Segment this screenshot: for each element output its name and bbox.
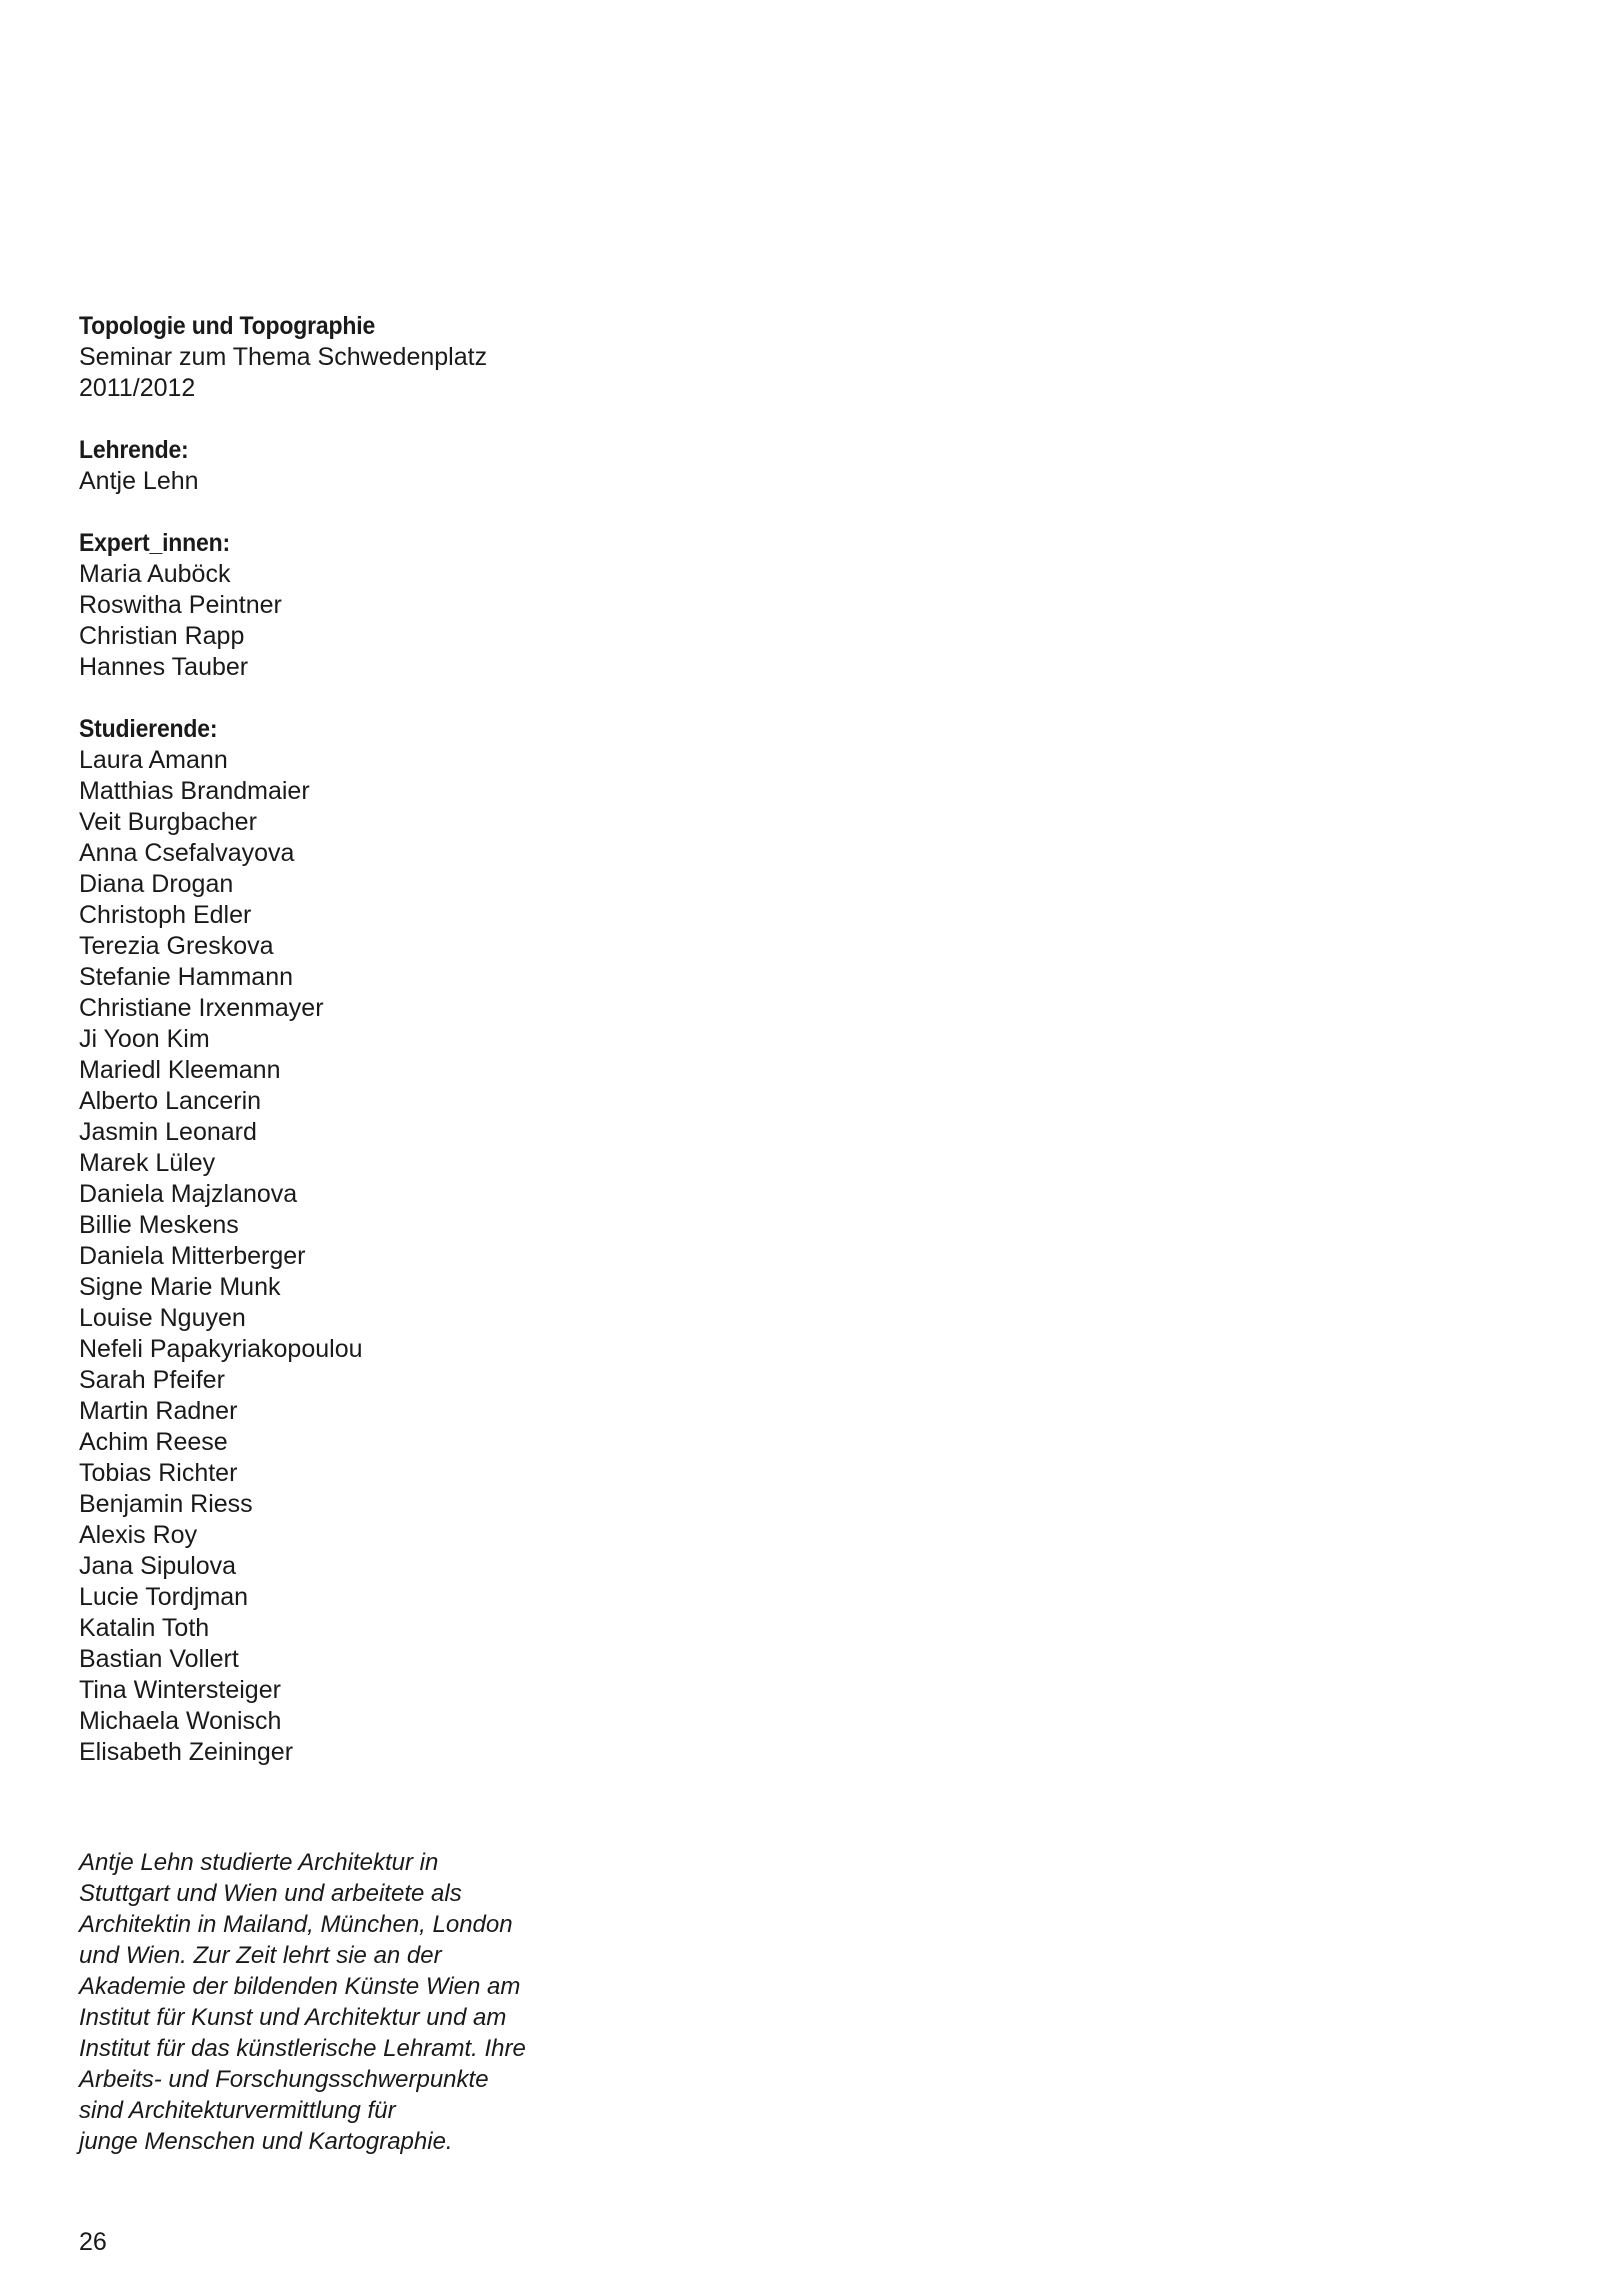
student-name: Tobias Richter xyxy=(79,1459,238,1487)
bio-line: Architektin in Mailand, München, London xyxy=(79,1911,513,1938)
bio-line: Stuttgart und Wien und arbeitete als xyxy=(79,1880,462,1907)
lehrende-name: Antje Lehn xyxy=(79,467,199,495)
student-name: Daniela Majzlanova xyxy=(79,1180,298,1208)
student-name: Louise Nguyen xyxy=(79,1304,246,1332)
student-name: Tina Wintersteiger xyxy=(79,1676,281,1704)
student-name: Mariedl Kleemann xyxy=(79,1056,281,1084)
student-name: Jana Sipulova xyxy=(79,1552,237,1580)
student-name: Nefeli Papakyriakopoulou xyxy=(79,1335,363,1363)
seminar-year: 2011/2012 xyxy=(79,374,196,402)
student-name: Diana Drogan xyxy=(79,870,234,898)
studierende-heading: Studierende: xyxy=(79,715,218,743)
student-name: Achim Reese xyxy=(79,1428,228,1456)
bio-paragraph xyxy=(79,1847,679,2157)
student-name: Signe Marie Munk xyxy=(79,1273,281,1301)
student-name: Christiane Irxenmayer xyxy=(79,994,324,1022)
student-name: Laura Amann xyxy=(79,746,228,774)
student-name: Elisabeth Zeininger xyxy=(79,1738,294,1766)
bio-line: Arbeits- und Forschungsschwerpunkte xyxy=(79,2066,489,2093)
experten-heading: Expert_innen: xyxy=(79,529,230,557)
student-name: Michaela Wonisch xyxy=(79,1707,282,1735)
student-name: Matthias Brandmaier xyxy=(79,777,310,805)
student-name: Ji Yoon Kim xyxy=(79,1025,210,1053)
bio-line: Akademie der bildenden Künste Wien am xyxy=(79,1973,521,2000)
student-name: Alexis Roy xyxy=(79,1521,198,1549)
bio-line: Institut für das künstlerische Lehramt. Ihre xyxy=(79,2035,526,2062)
student-name: Billie Meskens xyxy=(79,1211,239,1239)
student-name: Martin Radner xyxy=(79,1397,238,1425)
student-name: Lucie Tordjman xyxy=(79,1583,249,1611)
student-name: Terezia Greskova xyxy=(79,932,274,960)
student-name: Stefanie Hammann xyxy=(79,963,294,991)
bio-line: sind Architekturvermittlung für xyxy=(79,2097,396,2124)
bio-line: Institut für Kunst und Architektur und am xyxy=(79,2004,507,2031)
student-name: Christoph Edler xyxy=(79,901,252,929)
studierende-list xyxy=(79,745,779,1768)
student-name: Marek Lüley xyxy=(79,1149,216,1177)
bio-line: junge Menschen und Kartographie. xyxy=(79,2128,453,2155)
spacer xyxy=(79,683,779,714)
student-name: Alberto Lancerin xyxy=(79,1087,262,1115)
student-name: Bastian Vollert xyxy=(79,1645,239,1673)
experten-name: Hannes Tauber xyxy=(79,653,249,681)
student-name: Veit Burgbacher xyxy=(79,808,257,836)
student-name: Jasmin Leonard xyxy=(79,1118,257,1146)
student-name: Katalin Toth xyxy=(79,1614,210,1642)
experten-name: Roswitha Peintner xyxy=(79,591,282,619)
student-name: Daniela Mitterberger xyxy=(79,1242,306,1270)
page-number: 26 xyxy=(79,2228,107,2256)
student-name: Anna Csefalvayova xyxy=(79,839,295,867)
student-name: Sarah Pfeifer xyxy=(79,1366,225,1394)
student-name: Benjamin Riess xyxy=(79,1490,253,1518)
bio-line: Antje Lehn studierte Architektur in xyxy=(79,1849,439,1876)
experten-list xyxy=(79,559,779,683)
seminar-subtitle: Seminar zum Thema Schwedenplatz xyxy=(79,343,488,371)
seminar-title: Topologie und Topographie xyxy=(79,312,376,340)
experten-name: Christian Rapp xyxy=(79,622,245,650)
experten-name: Maria Auböck xyxy=(79,560,231,588)
lehrende-heading: Lehrende: xyxy=(79,436,189,464)
credits-column xyxy=(79,311,779,1768)
bio-line: und Wien. Zur Zeit lehrt sie an der xyxy=(79,1942,442,1969)
spacer xyxy=(79,497,779,528)
spacer xyxy=(79,404,779,435)
